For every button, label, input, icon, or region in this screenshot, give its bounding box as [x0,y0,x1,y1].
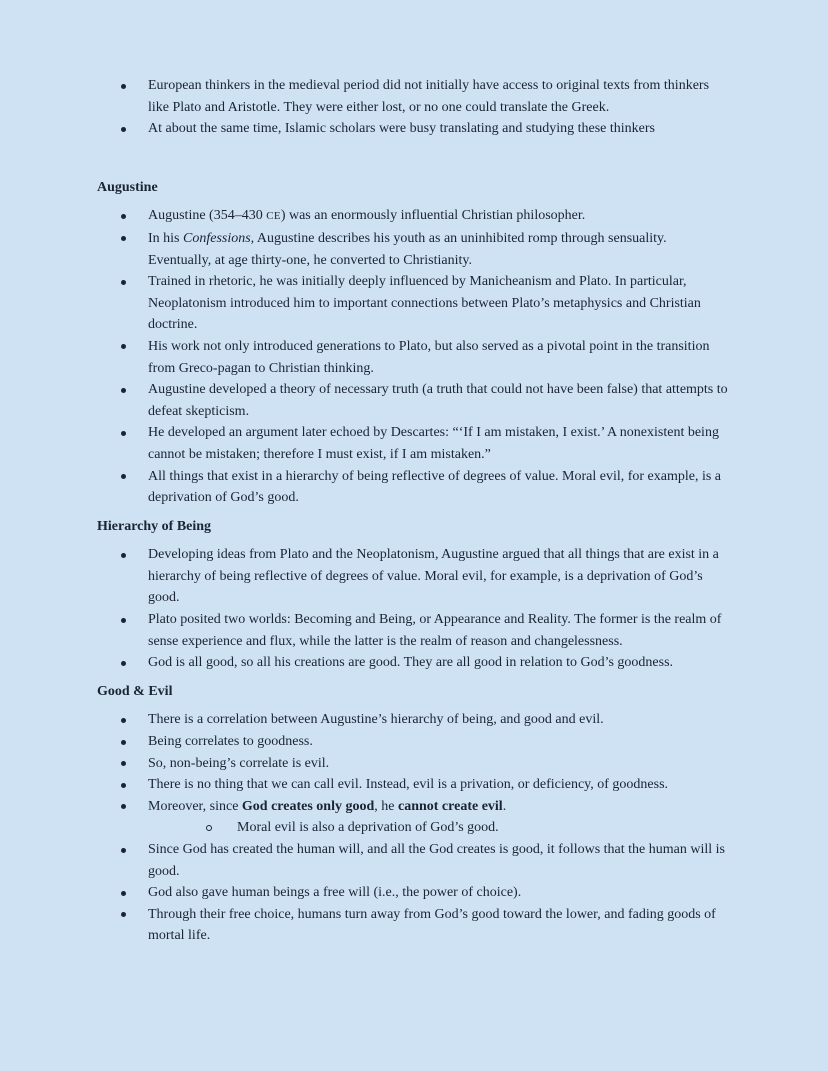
bullet-item [97,466,731,509]
bullet-circle-icon [206,825,212,831]
bullet-list [97,75,731,140]
bullet-item [97,228,731,271]
bullet-item [97,336,731,379]
text-segment: European thinkers in the medieval period did not initially have access to original texts from thinkers like Plato and Aristotle. They were either lost, or no one could translate the Greek. [148,78,710,115]
text-segment: Trained in rhetoric, he was initially deeply influenced by Manicheanism and Plato. In particular, Neoplatonism introduced him to important connections between Plato’s metaphysics and Christian doctrine. [148,274,701,333]
bullet-disc-icon [121,553,126,558]
text-segment: ) was an enormously influential Christian philosopher. [280,208,586,224]
bullet-item [97,422,731,465]
bullet-disc-icon [121,783,126,788]
text-segment: There is a correlation between Augustine’s hierarchy of being, and good and evil. [148,712,604,728]
document-content [97,75,731,947]
bullet-list [97,205,731,508]
bullet-item [97,75,731,118]
text-segment: , he [374,798,398,814]
bullet-disc-icon [121,388,126,393]
text-segment: Plato posited two worlds: Becoming and Being, or Appearance and Reality. The former is the realm of sense experience and flux, while the latter is the realm of reason and changelessness. [148,612,722,649]
bullet-disc-icon [121,344,126,349]
text-segment: In his [148,230,183,246]
text-segment: All things that exist in a hierarchy of being reflective of degrees of value. Moral evil, for example, is a deprivation of God’s good. [148,468,722,506]
bullet-disc-icon [121,848,126,853]
bullet-item [97,205,731,228]
bullet-disc-icon [121,84,126,89]
bullet-item [97,271,731,336]
section-heading: Hierarchy of Being [97,518,212,534]
text-segment: There is no thing that we can call evil. Instead, evil is a privation, or deficiency, of goodness. [148,777,669,793]
text-segment: Being correlates to goodness. [148,734,313,750]
bullet-item [97,709,731,731]
bullet-disc-icon [121,661,126,666]
bullet-disc-icon [121,718,126,723]
bullet-item [97,609,731,652]
text-segment: CE [266,210,281,223]
bullet-disc-icon [121,474,126,479]
text-segment: cannot create evil [397,798,503,814]
bullet-disc-icon [121,127,126,132]
bullet-disc-icon [121,618,126,623]
text-segment: Through their free choice, humans turn away from God’s good toward the lower, and fading goods of mortal life. [148,906,716,944]
bullet-disc-icon [121,236,126,241]
text-segment: His work not only introduced generations to Plato, but also served as a pivotal point in the transition from Greco-pagan to Christian thinking. [148,338,710,376]
blank-lines [97,140,731,170]
bullet-disc-icon [121,431,126,436]
text-segment: God creates only good [241,798,375,814]
text-segment: Augustine describes his youth as an uninhibited romp through sensuality. Eventually, at age thirty-one, he converted to Christianity. [148,230,667,268]
section-heading: Good & Evil [97,683,173,699]
bullet-list [97,544,731,674]
bullet-disc-icon [121,761,126,766]
text-segment: God is all good, so all his creations are good. They are all good in relation to God’s goodness. [148,655,674,671]
bullet-item [97,882,731,904]
text-segment: Moral evil is also a deprivation of God’s good. [237,820,499,836]
text-segment: Since God has created the human will, and all the God creates is good, it follows that the human will is good. [148,842,725,879]
text-segment: Augustine (354–430 [148,208,267,224]
text-segment: Confessions, [183,230,255,246]
bullet-item [97,796,731,818]
bullet-disc-icon [121,891,126,896]
text-segment: Developing ideas from Plato and the Neoplatonism, Augustine argued that all things that are exist in a hierarchy of being reflective of degrees of value. Moral evil, for example, is a deprivation of God’s good. [148,547,719,606]
bullet-item [97,652,731,674]
text-segment: . [502,798,507,814]
text-segment: Augustine developed a theory of necessary truth (a truth that could not have been false) that attempts to defeat skepticism. [148,382,728,419]
section-heading: Augustine [97,179,158,195]
bullet-item [97,379,731,422]
text-segment: So, non-being’s correlate is evil. [148,755,330,771]
bullet-item [97,544,731,609]
bullet-disc-icon [121,214,126,219]
bullet-disc-icon [121,804,126,809]
bullet-item [97,118,731,140]
bullet-disc-icon [121,280,126,285]
text-segment: Moreover, since [148,798,242,814]
bullet-item [97,904,731,947]
bullet-item [97,731,731,753]
sub-bullet-item [97,817,731,839]
bullet-list [97,709,731,947]
text-segment: God also gave human beings a free will (i.e., the power of choice). [148,885,522,901]
bullet-item [97,839,731,882]
bullet-item [97,774,731,796]
text-segment: He developed an argument later echoed by Descartes: “‘If I am mistaken, I exist.’ A nonexistent being cannot be mistaken; therefore I must exist, if I am mistaken.” [148,425,719,462]
bullet-disc-icon [121,912,126,917]
bullet-item [97,753,731,775]
bullet-disc-icon [121,740,126,745]
text-segment: At about the same time, Islamic scholars were busy translating and studying these thinkers [148,121,655,137]
